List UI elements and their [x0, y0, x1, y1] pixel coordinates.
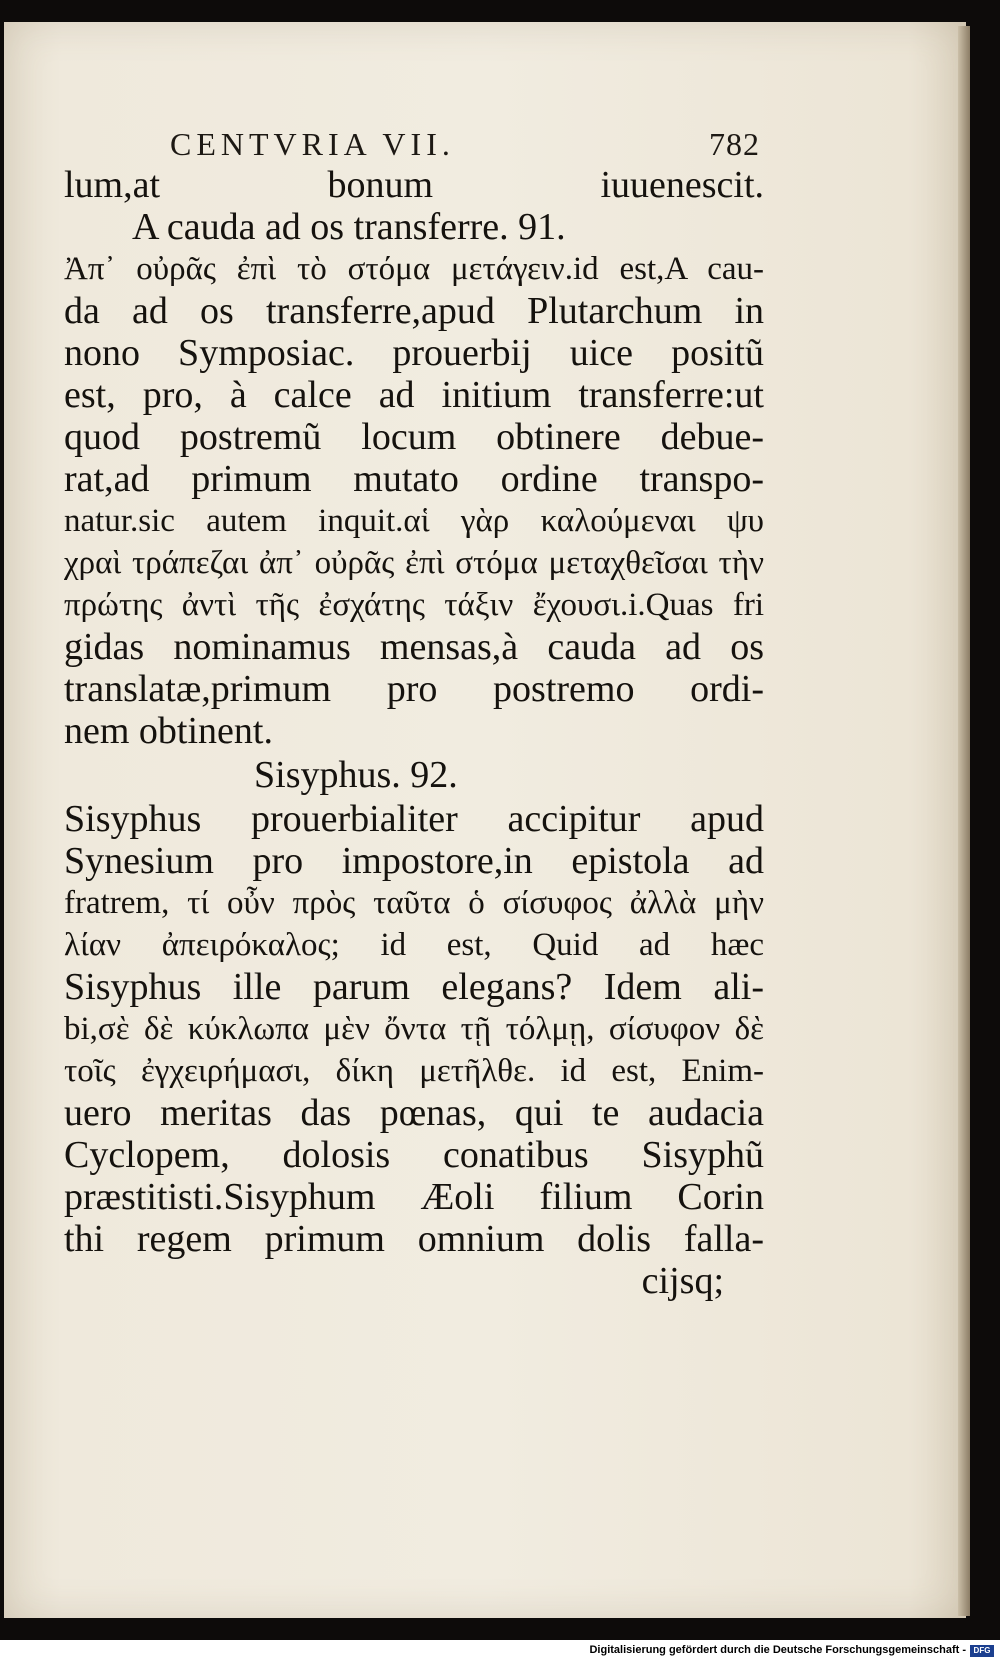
text-line: lum,at bonum iuuenescit. [64, 164, 764, 206]
text-line: præstitisti.Sisyphum Æoli filium Corin [64, 1176, 764, 1218]
dfg-logo: DFG [970, 1645, 994, 1657]
text-line: uero meritas das pœnas, qui te audacia [64, 1092, 764, 1134]
folio-number: 782 [709, 126, 760, 162]
text-line-greek: natur.sic autem inquit.αἱ γὰρ καλούμεναι ψυ [64, 503, 764, 539]
text-line: Sisyphus ille parum elegans? Idem ali- [64, 966, 764, 1008]
text-line-greek: πρώτης ἀντὶ τῆς ἐσχάτης τάξιν ἔχουσι.i.Quas fri [64, 587, 764, 623]
entry-heading: Sisyphus. 92. [254, 754, 458, 796]
text-line-greek: fratrem, τί οὖν πρὸς ταῦτα ὁ σίσυφος ἀλλὰ μὴν [64, 885, 764, 921]
text-line: quod postremũ locum obtinere debue- [64, 416, 764, 458]
digitization-footer [0, 1640, 1000, 1664]
catchword: cijsq; [641, 1260, 724, 1302]
text-line-greek: χραὶ τράπεζαι ἀπ᾽ οὐρᾶς ἐπὶ στόμα μεταχθεῖσαι τὴν [64, 545, 764, 581]
text-line-greek: τοῖς ἐγχειρήμασι, δίκη μετῆλθε. id est, Enim- [64, 1053, 764, 1089]
text-line: est, pro, à calce ad initium transferre:ut [64, 374, 764, 416]
text-line: nono Symposiac. prouerbij uice positũ [64, 332, 764, 374]
running-head [170, 126, 760, 166]
text-line: Cyclopem, dolosis conatibus Sisyphũ [64, 1134, 764, 1176]
entry-heading: A cauda ad os transferre. 91. [132, 206, 566, 248]
running-title: CENTVRIA VII. [170, 126, 455, 162]
text-line: Synesium pro impostore,in epistola ad [64, 840, 764, 882]
text-line: thi regem primum omnium dolis falla- [64, 1218, 764, 1260]
text-line-greek: bi,σὲ δὲ κύκλωπα μὲν ὄντα τῇ τόλμῃ, σίσυφον δὲ [64, 1011, 764, 1047]
text-line: Sisyphus prouerbialiter accipitur apud [64, 798, 764, 840]
funding-credit: Digitalisierung gefördert durch die Deutsche Forschungsgemeinschaft - [589, 1644, 966, 1656]
text-line: rat,ad primum mutato ordine transpo- [64, 458, 764, 500]
text-line-greek: λίαν ἀπειρόκαλος; id est, Quid ad hæc [64, 927, 764, 963]
page-edge [958, 26, 970, 1616]
text-line: translatæ,primum pro postremo ordi- [64, 668, 764, 710]
text-line: da ad os transferre,apud Plutarchum in [64, 290, 764, 332]
text-line: gidas nominamus mensas,à cauda ad os [64, 626, 764, 668]
text-line-greek: Ἀπ᾽ οὐρᾶς ἐπὶ τὸ στόμα μετάγειν.id est,A cau- [64, 251, 764, 287]
text-line: nem obtinent. [64, 710, 273, 752]
